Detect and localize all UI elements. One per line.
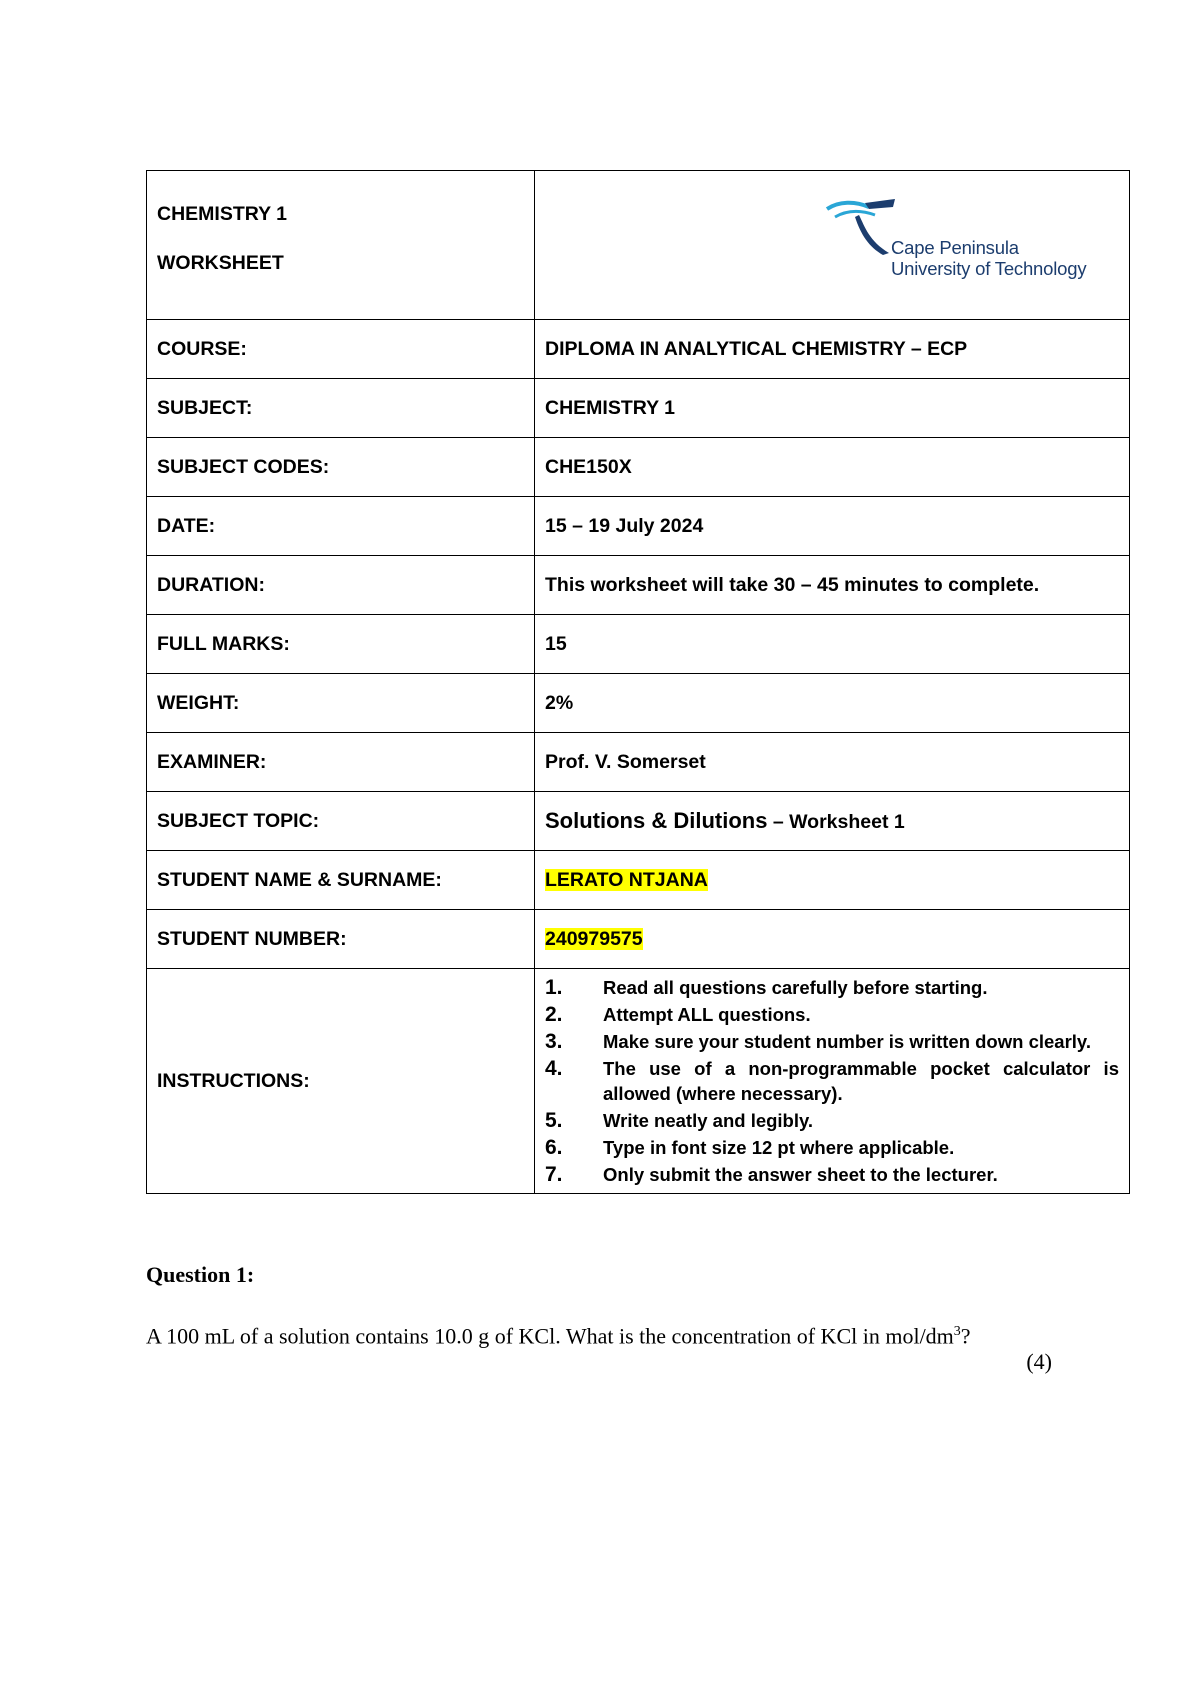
date-label: DATE: — [147, 497, 535, 556]
duration-value: This worksheet will take 30 – 45 minutes to complete. — [535, 556, 1130, 615]
weight-label: WEIGHT: — [147, 674, 535, 733]
instructions-label: INSTRUCTIONS: — [147, 969, 535, 1194]
instruction-number: 3. — [545, 1030, 563, 1053]
subject-topic-label: SUBJECT TOPIC: — [147, 792, 535, 851]
instruction-text: Only submit the answer sheet to the lecturer. — [603, 1164, 998, 1185]
question-1 — [146, 1262, 1066, 1374]
student-name-value: LERATO NTJANA — [545, 868, 708, 891]
course-row — [147, 320, 1130, 379]
worksheet-title-cell — [147, 171, 535, 320]
instruction-text: Type in font size 12 pt where applicable. — [603, 1137, 955, 1158]
subject-topic-suffix: – Worksheet 1 — [767, 811, 905, 833]
question-end: ? — [960, 1323, 971, 1349]
instruction-item — [545, 1162, 1119, 1187]
instruction-text: The use of a non-programmable pocket calculator is allowed (where necessary). — [603, 1058, 1119, 1104]
student-name-row — [147, 851, 1130, 910]
instruction-item — [545, 1002, 1119, 1027]
examiner-label: EXAMINER: — [147, 733, 535, 792]
instruction-text: Attempt ALL questions. — [603, 1004, 811, 1025]
university-name-line1: Cape Peninsula — [891, 237, 1019, 258]
student-name-label: STUDENT NAME & SURNAME: — [147, 851, 535, 910]
question-superscript: 3 — [953, 1324, 961, 1339]
instruction-text: Read all questions carefully before starting. — [603, 977, 988, 998]
subject-codes-label: SUBJECT CODES: — [147, 438, 535, 497]
cput-logo — [825, 197, 1085, 287]
weight-row — [147, 674, 1130, 733]
instructions-row — [147, 969, 1130, 1194]
student-number-cell — [535, 910, 1130, 969]
weight-value: 2% — [535, 674, 1130, 733]
subject-topic-row — [147, 792, 1130, 851]
subject-codes-value: CHE150X — [535, 438, 1130, 497]
examiner-row — [147, 733, 1130, 792]
question-marks: (4) — [1026, 1349, 1052, 1375]
course-label: COURSE: — [147, 320, 535, 379]
student-number-label: STUDENT NUMBER: — [147, 910, 535, 969]
student-number-value: 240979575 — [545, 927, 643, 950]
instruction-number: 2. — [545, 1003, 563, 1026]
instruction-text: Make sure your student number is written down clearly. — [603, 1031, 1091, 1052]
instruction-number: 6. — [545, 1136, 563, 1159]
student-name-cell — [535, 851, 1130, 910]
worksheet-cover-table — [146, 170, 1130, 1194]
instructions-list — [545, 975, 1119, 1187]
date-value: 15 – 19 July 2024 — [535, 497, 1130, 556]
subject-row — [147, 379, 1130, 438]
header-row — [147, 171, 1130, 320]
instruction-item — [545, 975, 1119, 1000]
university-name-line2: University of Technology — [891, 258, 1087, 279]
examiner-value: Prof. V. Somerset — [535, 733, 1130, 792]
student-number-row — [147, 910, 1130, 969]
subject-value: CHEMISTRY 1 — [535, 379, 1130, 438]
university-name — [891, 237, 1086, 279]
subject-topic-value — [535, 792, 1130, 851]
full-marks-label: FULL MARKS: — [147, 615, 535, 674]
instruction-number: 5. — [545, 1109, 563, 1132]
instruction-number: 4. — [545, 1057, 563, 1080]
question-text — [146, 1318, 1066, 1350]
cput-emblem-icon — [825, 197, 895, 267]
full-marks-row — [147, 615, 1130, 674]
subject-codes-row — [147, 438, 1130, 497]
instruction-item — [545, 1135, 1119, 1160]
instruction-number: 1. — [545, 976, 563, 999]
instructions-cell — [535, 969, 1130, 1194]
instruction-text: Write neatly and legibly. — [603, 1110, 814, 1131]
duration-label: DURATION: — [147, 556, 535, 615]
question-title: Question 1: — [146, 1262, 255, 1287]
worksheet-title-line2: WORKSHEET — [157, 252, 284, 274]
date-row — [147, 497, 1130, 556]
course-value: DIPLOMA IN ANALYTICAL CHEMISTRY – ECP — [535, 320, 1130, 379]
full-marks-value: 15 — [535, 615, 1130, 674]
logo-cell — [535, 171, 1130, 320]
instruction-number: 7. — [545, 1163, 563, 1186]
duration-row — [147, 556, 1130, 615]
instruction-item — [545, 1108, 1119, 1133]
subject-label: SUBJECT: — [147, 379, 535, 438]
worksheet-title-line1: CHEMISTRY 1 — [157, 203, 288, 225]
instruction-item — [545, 1056, 1119, 1106]
instruction-item — [545, 1029, 1119, 1054]
subject-topic-main: Solutions & Dilutions — [545, 808, 768, 833]
question-body: A 100 mL of a solution contains 10.0 g of KCl. What is the concentration of KCl in mol/dm — [146, 1323, 954, 1349]
